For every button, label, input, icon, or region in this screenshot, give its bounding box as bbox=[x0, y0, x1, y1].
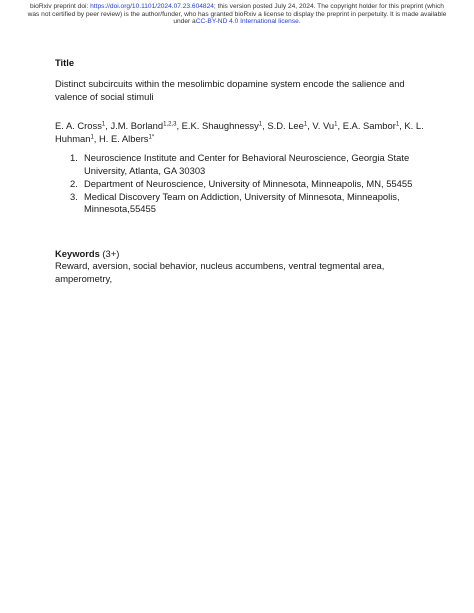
author-name: H. E. Albers bbox=[99, 132, 149, 144]
author-entry: E. A. Cross$^1$, bbox=[55, 120, 111, 131]
banner-prefix: bioRxiv preprint doi: bbox=[30, 3, 91, 10]
author-name: K. L. Huhman bbox=[55, 120, 424, 144]
keywords-heading: Keywords bbox=[55, 248, 100, 259]
author-name: V. Vu bbox=[312, 120, 335, 131]
affiliation-item bbox=[70, 191, 430, 216]
author-affiliation-mark: 1 bbox=[258, 121, 263, 128]
banner-suffix: . bbox=[298, 18, 301, 26]
author-name: E.K. Shaughnessy bbox=[181, 120, 259, 131]
author-entry: K. L. Huhman$^1$, bbox=[55, 120, 424, 144]
author-name: S.D. Lee bbox=[267, 120, 304, 131]
author-affiliation-mark: 1 bbox=[303, 121, 308, 128]
author-affiliation-mark: 1 bbox=[90, 134, 94, 140]
affiliation-number: 3. bbox=[70, 190, 78, 202]
author-affiliation-mark: 1 bbox=[395, 121, 400, 128]
affiliation-text: Medical Discovery Team on Addiction, University of Minnesota, Minneapolis, Minnesota,55455 bbox=[84, 190, 400, 215]
author-affiliation-mark: 1,2,3 bbox=[163, 121, 177, 128]
author-entry: J.M. Borland$^{1,2,3}$, bbox=[110, 120, 182, 131]
keywords-heading-line bbox=[55, 248, 119, 259]
banner-middle: ; this version posted July 24, 2024. The copyright holder for this preprint (which was not certified by peer review) is the author/funder, who has granted bioRxiv a license to display the preprint in perpetuity. It is made available under a bbox=[27, 3, 447, 26]
affiliation-item bbox=[70, 178, 430, 191]
affiliation-number: 1. bbox=[70, 152, 78, 163]
paper-title: Distinct subcircuits within the mesolimbic dopamine system encode the salience and valence of social stimuli bbox=[55, 78, 405, 102]
keywords-note: (3+) bbox=[99, 248, 120, 259]
keywords-text: Reward, aversion, social behavior, nucleus accumbens, ventral tegmental area, amperometry, bbox=[55, 260, 385, 284]
author-entry: E.K. Shaughnessy$^1$, bbox=[181, 120, 268, 131]
preprint-banner bbox=[24, 3, 450, 26]
author-affiliation-mark: 1 bbox=[334, 121, 338, 128]
author-list bbox=[55, 120, 430, 145]
author-name: E. A. Cross bbox=[55, 120, 102, 131]
author-affiliation-mark: 1* bbox=[148, 134, 155, 140]
author-entry bbox=[99, 133, 154, 144]
author-name: E.A. Sambor bbox=[342, 120, 396, 131]
title-heading: Title bbox=[55, 57, 75, 68]
affiliation-list bbox=[70, 152, 430, 216]
affiliation-text: Department of Neuroscience, University of Minnesota, Minneapolis, MN, 55455 bbox=[84, 177, 413, 189]
author-entry: E.A. Sambor$^1$, bbox=[342, 120, 405, 131]
author-entry: S.D. Lee$^1$, bbox=[267, 120, 313, 131]
author-entry: V. Vu$^1$, bbox=[312, 120, 343, 131]
author-affiliation-mark: 1 bbox=[101, 121, 106, 128]
affiliation-number: 2. bbox=[70, 177, 78, 189]
affiliation-text: Neuroscience Institute and Center for Behavioral Neuroscience, Georgia State University, Atlanta, GA 30303 bbox=[84, 152, 410, 176]
author-name: J.M. Borland bbox=[110, 120, 164, 131]
license-link[interactable]: CC-BY-ND 4.0 International license bbox=[195, 18, 299, 26]
doi-link[interactable]: https://doi.org/10.1101/2024.07.23.604824 bbox=[90, 3, 214, 10]
affiliation-item bbox=[70, 152, 430, 177]
